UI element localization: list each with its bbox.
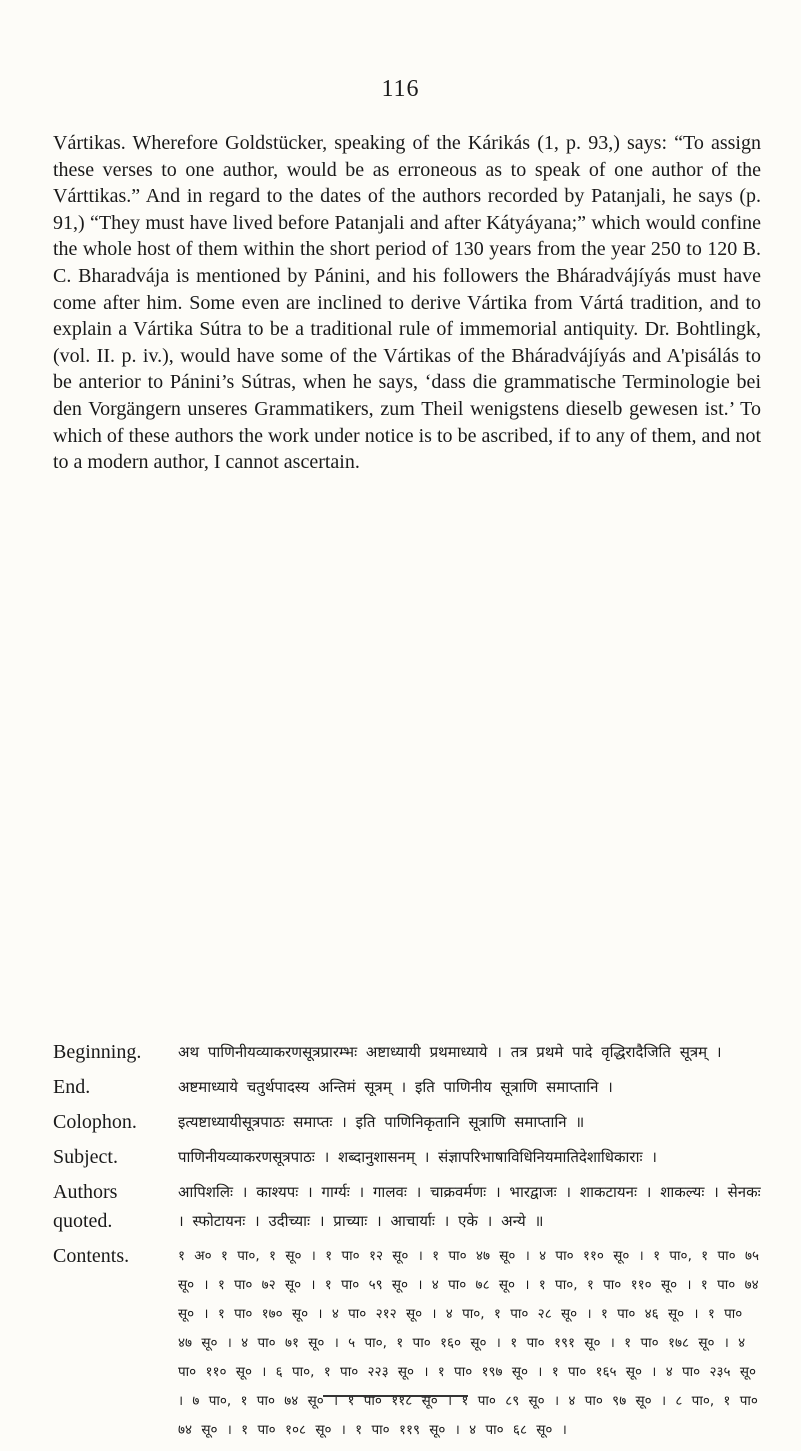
entry-contents — [53, 1242, 763, 1445]
entry-end — [53, 1073, 763, 1102]
page-number: 116 — [381, 76, 420, 102]
entry-label-contents: Contents. — [53, 1245, 130, 1267]
entry-value-subject: पाणिनीयव्याकरणसूत्रपाठः । शब्दानुशासनम् । संज्ञापरिभाषाविधिनियमातिदेशाधिकाराः । — [178, 1148, 657, 1166]
entry-value-end: अष्टमाध्याये चतुर्थपादस्य अन्तिमं सूत्रम् । इति पाणिनीय सूत्राणि समाप्तानि । — [178, 1078, 613, 1096]
body-paragraph: Vártikas. Wherefore Goldstücker, speaking of the Kárikás (1, p. 93,) says: “To assign these verses to one author, would be as erroneous as to speak of one author of the Várttikas.” And in regard to the dates of the authors recorded by Patanjali, he says (p. 91,) “They must have lived before Patanjali and after Kátyáyana;” which would confine the whole host of them within the short period of 130 years from the year 250 to 120 B. C. Bharadvája is mentioned by Pánini, and his followers the Bháradvájíyás must have come after him. Some even are inclined to derive Vártika from Vártá tradition, and to explain a Vártika Sútra to be a traditional rule of immemorial antiquity. Dr. Bohtlingk, (vol. II. p. iv.), would have some of the Vártikas of the Bháradvájíyás and A'pisálás to be anterior to Pánini’s Sútras, when he says, ‘dass die grammatische Terminologie bei den Vorgängern unseres Grammatikers, zum Theil wenigstens dieselb gewesen ist.’ To which of these authors the work under notice is to be ascribed, if to any of them, and not to a modern author, I cannot ascertain. — [53, 132, 761, 474]
entry-label-colophon: Colophon. — [53, 1111, 137, 1133]
manuscript-entries — [53, 1038, 763, 1451]
entry-colophon — [53, 1108, 763, 1137]
entry-label-authors-quoted: Authors quoted. — [53, 1181, 118, 1232]
body-text — [53, 130, 761, 476]
entry-value-authors-quoted: आपिशलिः । काश्यपः । गार्ग्यः । गालवः । चाक्रवर्मणः । भारद्वाजः । शाकटायनः । शाकल्यः । सेनकः । स्फोटायनः । उदीच्याः । प्राच्याः । आचार्याः । एके । अन्ये ॥ — [178, 1183, 761, 1230]
entry-value-colophon: इत्यष्टाध्यायीसूत्रपाठः समाप्तः । इति पाणिनिकृतानि सूत्राणि समाप्तानि ॥ — [178, 1113, 585, 1131]
entry-value-contents: १ अ० १ पा०, १ सू० । १ पा० १२ सू० । १ पा० ४७ सू० । ४ पा० ११० सू० । १ पा०, १ पा० ७५ सू० । १ पा० ७२ सू० । १ पा० ५९ सू० । ४ पा० ७८ सू० । १ पा०, १ पा० ११० सू० । १ पा० ७४ सू० । १ पा० १७० सू० । ४ पा० २१२ सू० । ४ पा०, १ पा० २८ सू० । १ पा० ४६ सू० । १ पा० ४७ सू० । ४ पा० ७१ सू० । ५ पा०, १ पा० १६० सू० । १ पा० १९१ सू० । १ पा० १७८ सू० । ४ पा० ११० सू० । ६ पा०, १ पा० २२३ सू० । १ पा० १९७ सू० । १ पा० १६५ सू० । ४ पा० २३५ सू० । ७ पा०, १ पा० ७४ सू० । १ पा० ११८ सू० । १ पा० ८९ सू० । ४ पा० ९७ सू० । ८ पा०, १ पा० ७४ सू० । १ पा० १०८ सू० । १ पा० ११९ सू० । ४ पा० ६८ सू० । — [178, 1248, 759, 1438]
entry-authors-quoted — [53, 1178, 763, 1236]
entry-label-end: End. — [53, 1076, 91, 1098]
entry-beginning — [53, 1038, 763, 1067]
end-rule — [323, 1395, 468, 1397]
entry-value-beginning: अथ पाणिनीयव्याकरणसूत्रप्रारम्भः अष्टाध्यायी प्रथमाध्याये । तत्र प्रथमे पादे वृद्धिरादैजिति सूत्रम् । — [178, 1043, 722, 1061]
entry-label-beginning: Beginning. — [53, 1041, 142, 1063]
entry-subject — [53, 1143, 763, 1172]
entry-label-subject: Subject. — [53, 1146, 118, 1168]
